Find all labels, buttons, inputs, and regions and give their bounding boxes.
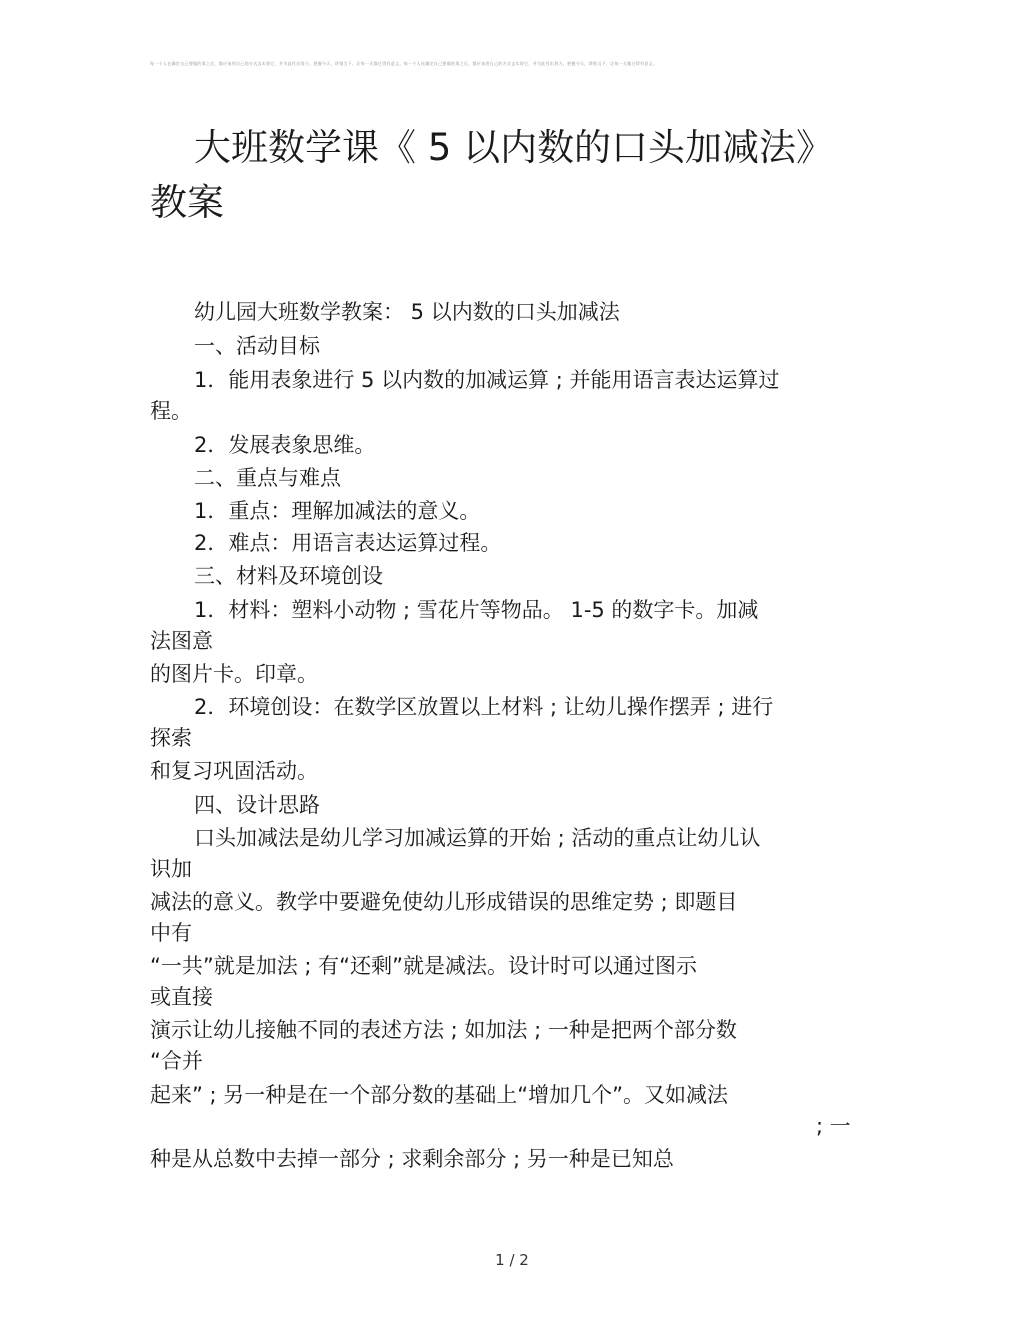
body-line: 1．重点：理解加减法的意义。 <box>194 499 481 523</box>
body-line: 程。 <box>150 399 192 423</box>
body-line: 1．材料：塑料小动物 ; 雪花片等物品。 1-5 的数字卡。加减 <box>194 598 759 622</box>
body-line: 的图片卡。印章。 <box>150 662 318 686</box>
body-line: 减法的意义。教学中要避免使幼儿形成错误的思维定势 ; 即题目 <box>150 890 738 914</box>
body-line: 和复习巩固活动。 <box>150 759 318 783</box>
body-line: 起来” ; 另一种是在一个部分数的基础上“增加几个”。又如减法 <box>150 1083 729 1107</box>
body-line: 四、设计思路 <box>194 793 320 817</box>
body-line: 探索 <box>150 726 192 750</box>
body-line: “一共”就是加法 ; 有“还剩”就是减法。设计时可以通过图示 <box>150 954 697 978</box>
body-line: 幼儿园大班数学教案： 5 以内数的口头加减法 <box>194 300 620 324</box>
body-line: 种是从总数中去掉一部分 ; 求剩余部分 ; 另一种是已知总 <box>150 1147 674 1171</box>
body-line: 三、材料及环境创设 <box>194 564 383 588</box>
body-line: 2．发展表象思维。 <box>194 433 376 457</box>
body-line: “合并 <box>150 1049 203 1073</box>
body-line: 中有 <box>150 921 192 945</box>
body-line: 或直接 <box>150 985 213 1009</box>
body-line: 2．难点：用语言表达运算过程。 <box>194 531 502 555</box>
page-number: 1 / 2 <box>495 1251 529 1269</box>
body-line: 法图意 <box>150 629 213 653</box>
body-line: 一、活动目标 <box>194 334 320 358</box>
body-line: 1．能用表象进行 5 以内数的加减运算 ; 并能用语言表达运算过 <box>194 368 780 392</box>
body-line: 演示让幼儿接触不同的表述方法 ; 如加法 ; 一种是把两个部分数 <box>150 1018 737 1042</box>
body-line: ; 一 <box>816 1114 851 1138</box>
body-line: 2．环境创设：在数学区放置以上材料 ; 让幼儿操作摆弄 ; 进行 <box>194 695 774 719</box>
header-note: 每一个人在确定自己要做的事之后，都应该用自己的方式去实现它，并为此付出努力。把握今天，珍惜当下，让每一天都过得有意义。每一个人在确定自己要做的事之后，都应该用自己的方式去实现它，并为此付出努力。把握今天，珍惜当下，让每一天都过得有意义。 <box>150 61 658 66</box>
body-line: 识加 <box>150 857 192 881</box>
title-line-2: 教案 <box>150 181 224 224</box>
title-line-1: 大班数学课《 5 以内数的口头加减法》 <box>194 126 834 169</box>
body-line: 口头加减法是幼儿学习加减运算的开始 ; 活动的重点让幼儿认 <box>194 826 761 850</box>
body-line: 二、重点与难点 <box>194 466 341 490</box>
page-title <box>150 120 870 230</box>
